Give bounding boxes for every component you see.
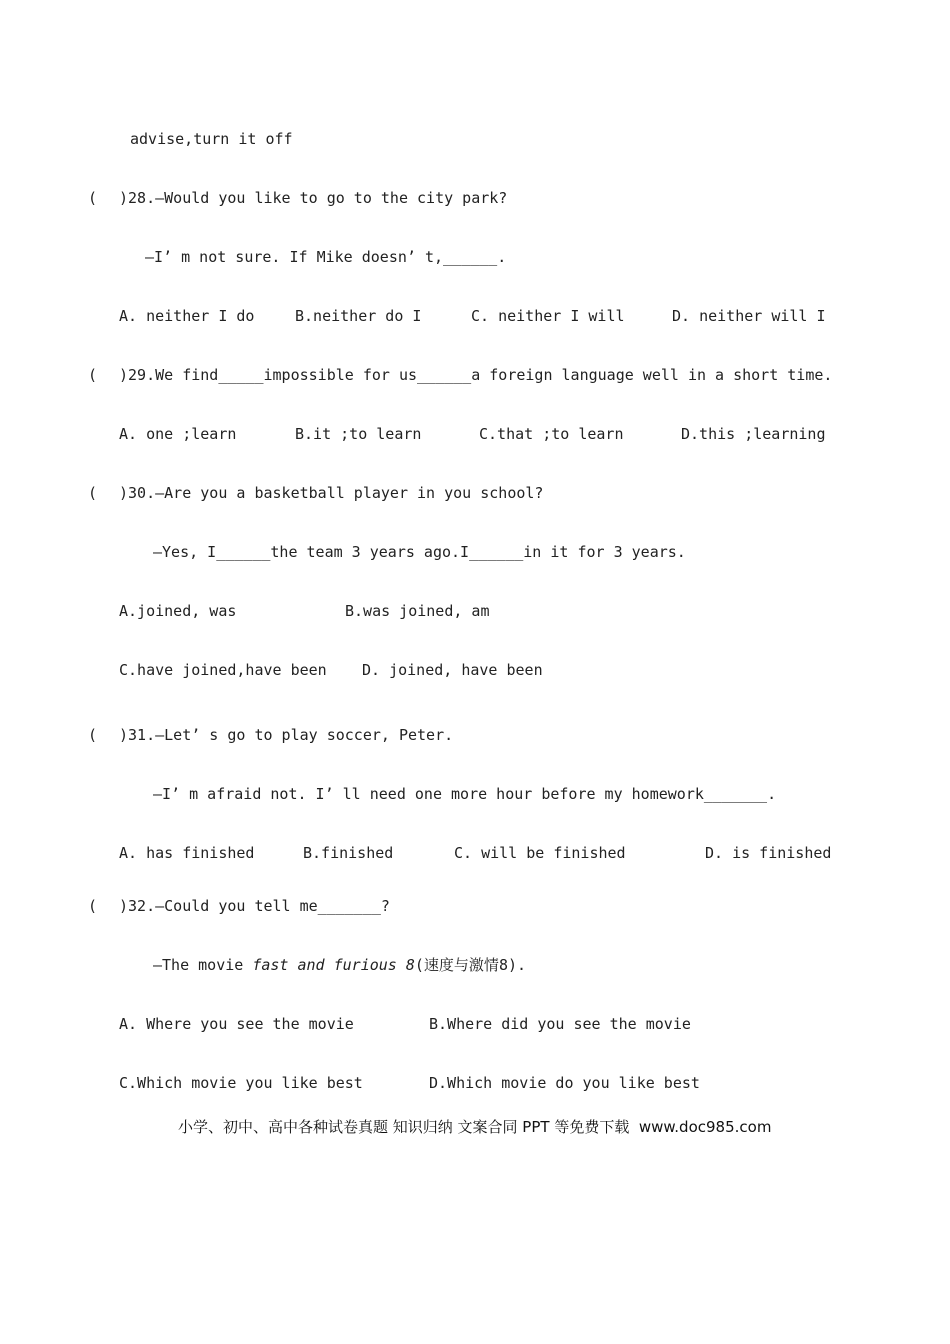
answer-paren[interactable]: ( (88, 897, 98, 915)
question-reply: —Yes, I______the team 3 years ago.I______in it for 3 years. (153, 543, 686, 561)
option-d[interactable]: D. joined, have been (362, 661, 543, 679)
question-stem (119, 483, 543, 503)
stem-text: —Are you a basketball player in you school? (155, 484, 544, 502)
stem-text: —Could you tell me_______? (155, 897, 390, 915)
option-a[interactable]: A. one ;learn (119, 425, 237, 443)
option-c[interactable]: C. will be finished (454, 844, 626, 862)
footer-banner: 小学、初中、高中各种试卷真题 知识归纳 文案合同 PPT 等免费下载 www.doc985.com (178, 1118, 772, 1136)
option-b[interactable]: B.it ;to learn (295, 425, 422, 443)
question-reply: —I’ m afraid not. I’ ll need one more hour before my homework_______. (153, 785, 777, 803)
option-c[interactable]: C.have joined,have been (119, 661, 327, 679)
answer-paren[interactable]: ( (88, 189, 98, 207)
option-d[interactable]: D. neither will I (672, 307, 826, 325)
stem-text: We find_____impossible for us______a foreign language well in a short time. (155, 366, 833, 384)
question-number: )32. (119, 897, 156, 915)
question-number: )28. (119, 189, 156, 207)
stem-text: —Would you like to go to the city park? (155, 189, 508, 207)
reply-prefix: —The movie (153, 956, 253, 974)
reply-suffix: (速度与激情8). (414, 956, 527, 974)
question-number: )29. (119, 366, 156, 384)
question-stem (119, 725, 453, 745)
option-c[interactable]: C. neither I will (471, 307, 625, 325)
option-a[interactable]: A. has finished (119, 844, 255, 862)
option-a[interactable]: A. Where you see the movie (119, 1015, 354, 1033)
movie-title: fast and furious 8 (252, 956, 415, 974)
question-number: )30. (119, 484, 156, 502)
carryover-line: advise,turn it off (130, 130, 293, 148)
question-stem (119, 188, 507, 208)
question-stem (119, 896, 390, 916)
option-d[interactable]: D.this ;learning (681, 425, 826, 443)
option-a[interactable]: A.joined, was (119, 602, 237, 620)
stem-text: —Let’ s go to play soccer, Peter. (155, 726, 454, 744)
option-d[interactable]: D. is finished (705, 844, 832, 862)
question-reply (153, 955, 526, 975)
option-b[interactable]: B.neither do I (295, 307, 422, 325)
option-b[interactable]: B.Where did you see the movie (429, 1015, 691, 1033)
option-b[interactable]: B.finished (303, 844, 394, 862)
answer-paren[interactable]: ( (88, 484, 98, 502)
option-c[interactable]: C.that ;to learn (479, 425, 624, 443)
question-number: )31. (119, 726, 156, 744)
answer-paren[interactable]: ( (88, 726, 98, 744)
option-d[interactable]: D.Which movie do you like best (429, 1074, 700, 1092)
option-b[interactable]: B.was joined, am (345, 602, 490, 620)
option-c[interactable]: C.Which movie you like best (119, 1074, 363, 1092)
answer-paren[interactable]: ( (88, 366, 98, 384)
option-a[interactable]: A. neither I do (119, 307, 255, 325)
question-reply: —I’ m not sure. If Mike doesn’ t,______. (145, 248, 507, 266)
question-stem (119, 365, 832, 385)
